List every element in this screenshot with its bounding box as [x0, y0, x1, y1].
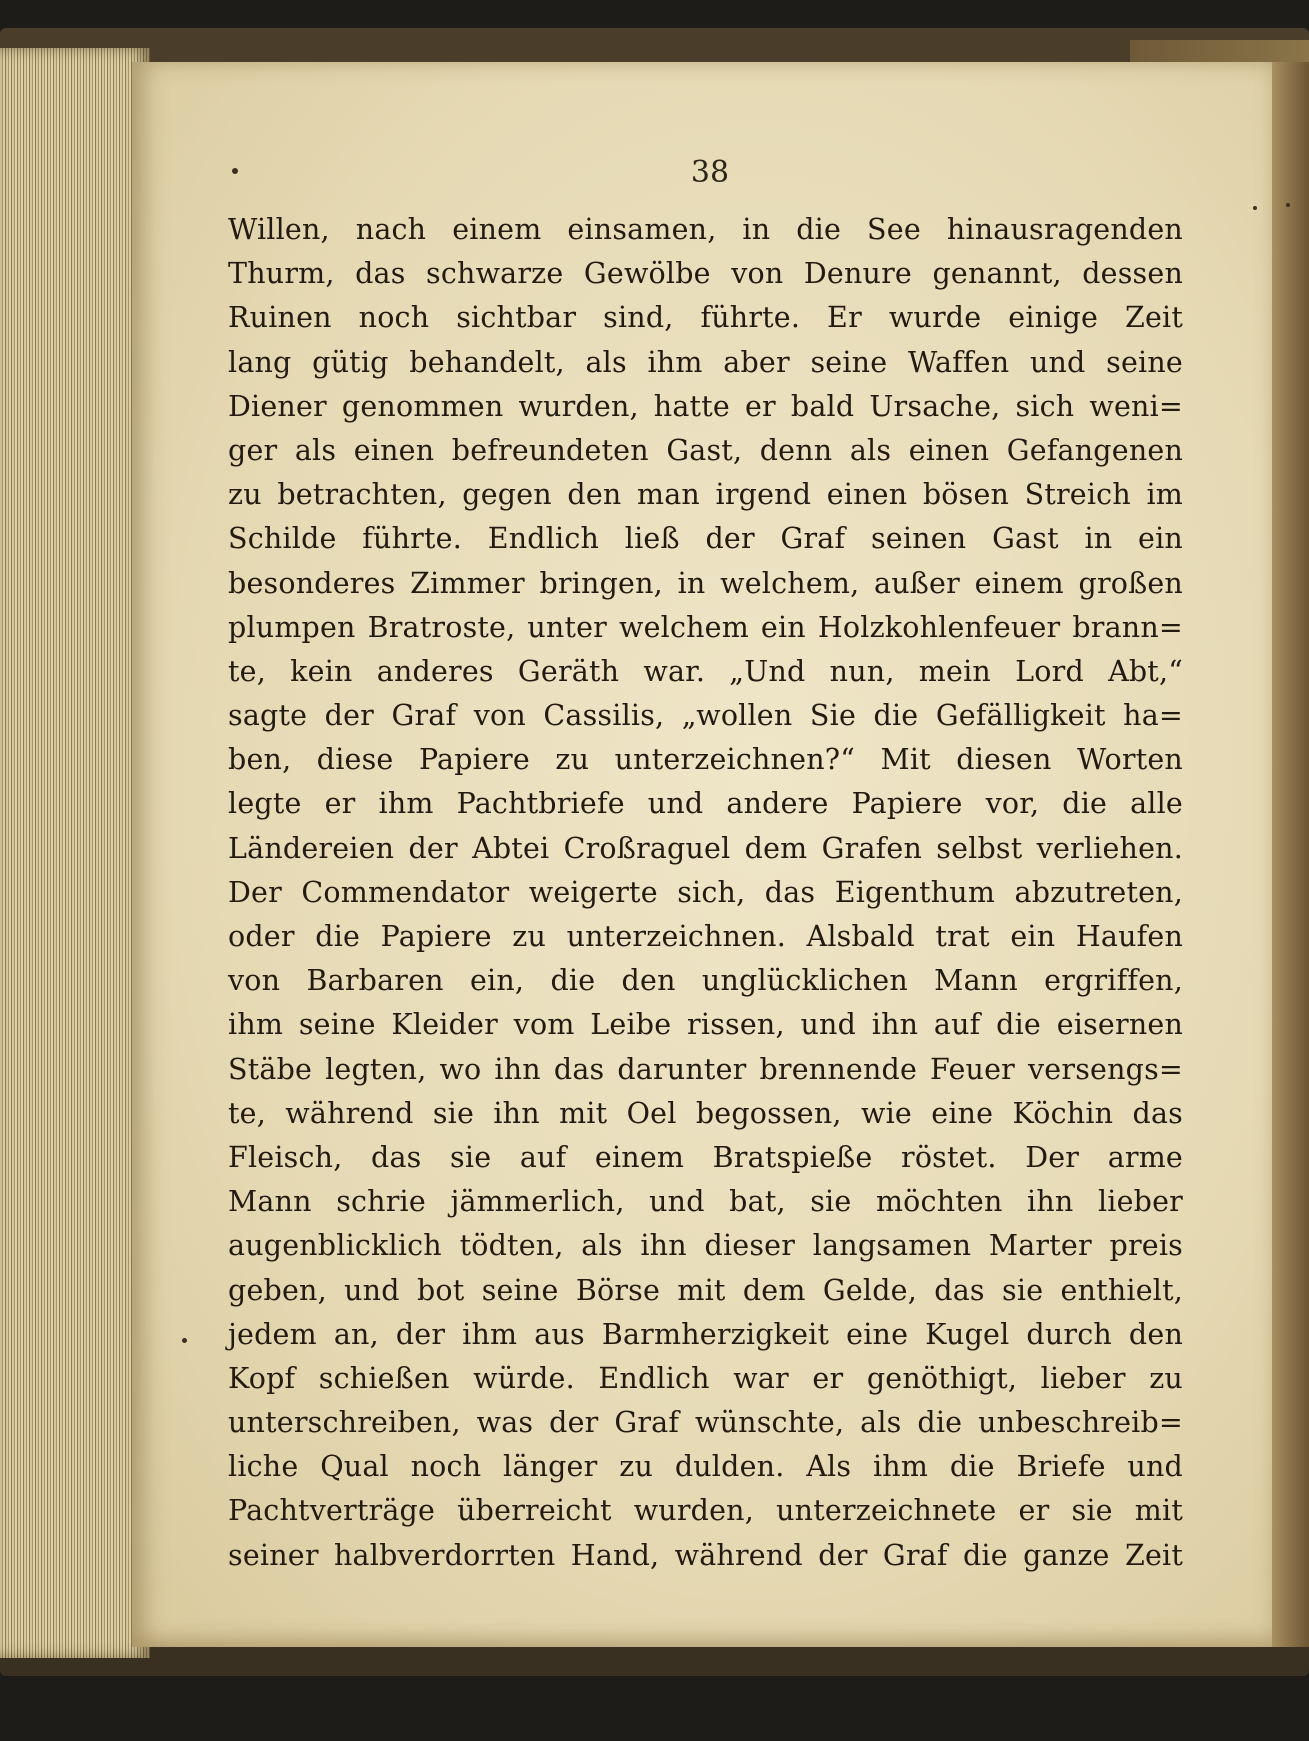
ink-speck — [1286, 203, 1290, 207]
text-line: Ruinen noch sichtbar sind, führte. Er wurde einige Zeit — [228, 301, 1183, 335]
text-line: Fleisch, das sie auf einem Bratspieße röstet. Der arme — [228, 1140, 1183, 1174]
text-line: te, während sie ihn mit Oel begossen, wie eine Köchin das — [228, 1096, 1183, 1130]
ink-speck — [232, 168, 238, 174]
text-line: besonderes Zimmer bringen, in welchem, außer einem großen — [228, 566, 1183, 600]
text-line: lang gütig behandelt, als ihm aber seine Waffen und seine — [228, 345, 1183, 379]
text-line: Diener genommen wurden, hatte er bald Ursache, sich weni= — [228, 389, 1183, 423]
body-text — [228, 208, 1183, 1578]
text-line: zu betrachten, gegen den man irgend einen bösen Streich im — [228, 478, 1183, 512]
text-line: Ländereien der Abtei Croßraguel dem Grafen selbst verliehen. — [228, 831, 1183, 865]
text-line: te, kein anderes Geräth war. „Und nun, mein Lord Abt,“ — [228, 654, 1183, 688]
text-line: Mann schrie jämmerlich, und bat, sie möchten ihn lieber — [228, 1185, 1183, 1219]
text-line: augenblicklich tödten, als ihn dieser langsamen Marter preis — [228, 1229, 1183, 1263]
ink-speck — [1253, 206, 1257, 210]
page-edges — [0, 48, 150, 1658]
text-line: Kopf schießen würde. Endlich war er genöthigt, lieber zu — [228, 1361, 1183, 1395]
text-line: ben, diese Papiere zu unterzeichnen?“ Mit diesen Worten — [228, 743, 1183, 777]
text-line: legte er ihm Pachtbriefe und andere Papiere vor, die alle — [228, 787, 1183, 821]
text-line: liche Qual noch länger zu dulden. Als ihm die Briefe und — [228, 1450, 1183, 1484]
text-line: von Barbaren ein, die den unglücklichen Mann ergriffen, — [228, 964, 1183, 998]
text-line: Pachtverträge überreicht wurden, unterzeichnete er sie mit — [228, 1494, 1183, 1528]
text-line: geben, und bot seine Börse mit dem Gelde, das sie enthielt, — [228, 1273, 1183, 1307]
text-line: seiner halbverdorrten Hand, während der Graf die ganze Zeit — [228, 1538, 1183, 1572]
text-line: Der Commendator weigerte sich, das Eigenthum abzutreten, — [228, 875, 1183, 909]
text-line: Willen, nach einem einsamen, in die See hinausragenden — [228, 213, 1183, 246]
text-line: ihm seine Kleider vom Leibe rissen, und ihn auf die eisernen — [228, 1008, 1183, 1042]
text-line: Thurm, das schwarze Gewölbe von Denure genannt, dessen — [228, 257, 1183, 291]
page-number: 38 — [690, 155, 730, 190]
text-line: sagte der Graf von Cassilis, „wollen Sie die Gefälligkeit ha= — [228, 699, 1183, 733]
text-line: unterschreiben, was der Graf wünschte, als die unbeschreib= — [228, 1406, 1183, 1440]
text-line: jedem an, der ihm aus Barmherzigkeit eine Kugel durch den — [228, 1317, 1183, 1351]
text-line: plumpen Bratroste, unter welchem ein Holzkohlenfeuer brann= — [228, 610, 1183, 644]
text-line: Stäbe legten, wo ihn das darunter brennende Feuer versengs= — [228, 1052, 1183, 1086]
ink-speck — [182, 1338, 187, 1343]
text-line: oder die Papiere zu unterzeichnen. Alsbald trat ein Haufen — [228, 920, 1183, 953]
text-line: ger als einen befreundeten Gast, denn als einen Gefangenen — [228, 433, 1183, 467]
text-line: Schilde führte. Endlich ließ der Graf seinen Gast in ein — [228, 522, 1183, 556]
